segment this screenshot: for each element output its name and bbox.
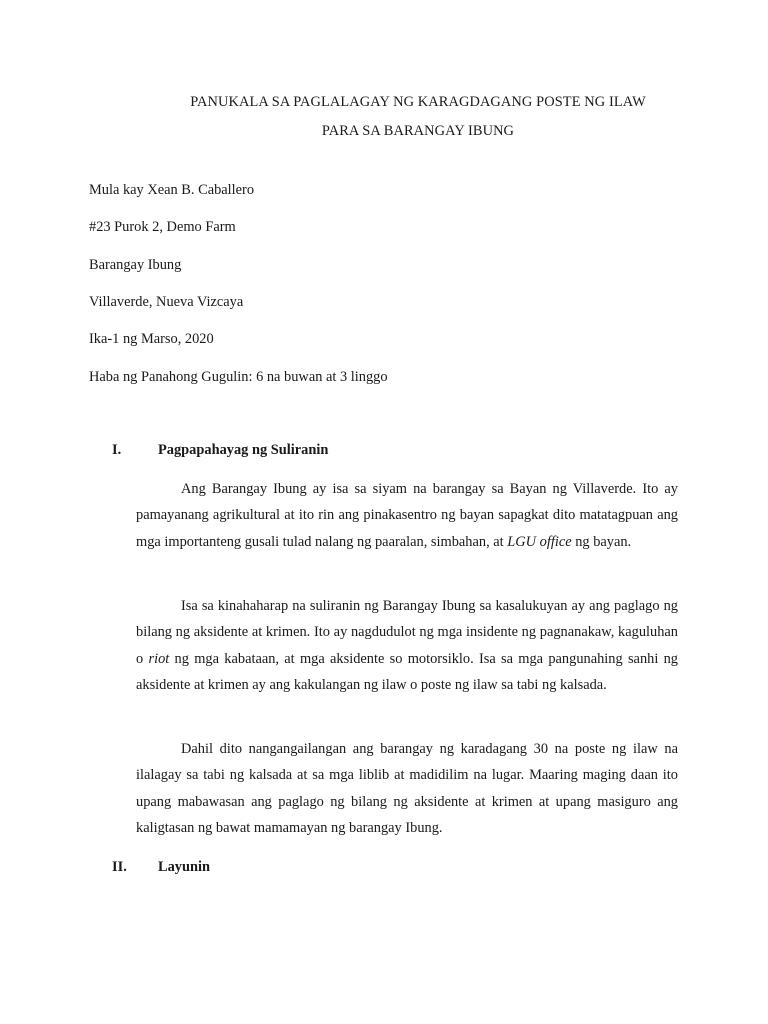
section-number: II.	[112, 859, 127, 875]
paragraph-3: Dahil dito nangangailangan ang barangay ng karadagang 30 na poste ng ilaw na ilalagay sa tabi ng kalsada at sa mga liblib at madidilim na lugar. Maaring maging daan ito upang mabawasan ang paglago ng bilang ng aksidente at krimen at upang masiguro ang kaligtasan ng bawat mamamayan ng barangay Ibung.	[136, 741, 678, 837]
paragraph-text: ng mga kabataan, at mga aksidente so motorsiklo. Isa sa mga pangunahing sanhi ng aksidente at krimen ay ang kakulangan ng ilaw o poste ng ilaw sa tabi ng kalsada.	[136, 650, 679, 694]
section-number: I.	[112, 442, 122, 458]
emphasis-text: riot	[148, 650, 170, 667]
address-line: #23 Purok 2, Demo Farm	[89, 219, 236, 235]
barangay-line: Barangay Ibung	[89, 257, 182, 273]
date-line: Ika-1 ng Marso, 2020	[89, 331, 214, 347]
paragraph-text: Isa sa kinahaharap na suliranin ng Barangay Ibung sa kasalukuyan ay ang paglago ng bilang ng aksidente at krimen. Ito ay nagdudulot ng mga insidente ng pagnanakaw, kaguluhan o	[136, 598, 678, 667]
paragraph-text: Ang Barangay Ibung ay isa sa siyam na barangay sa Bayan ng Villaverde. Ito ay pamayanang agrikultural at ito rin ang pinakasentro ng bayan sapagkat dito matatagpuan ang mga importanteng gusali tulad nalang ng paaralan, simbahan, at	[136, 481, 678, 550]
municipality-line: Villaverde, Nueva Vizcaya	[89, 294, 244, 310]
document-title-line-1: PANUKALA SA PAGLALAGAY NG KARAGDAGANG POSTE NG ILAW	[190, 94, 646, 110]
duration-line: Haba ng Panahong Gugulin: 6 na buwan at 3 linggo	[89, 369, 388, 385]
section-title: Pagpapahayag ng Suliranin	[158, 442, 329, 458]
section-title: Layunin	[158, 859, 210, 875]
document-title-line-2: PARA SA BARANGAY IBUNG	[321, 123, 515, 139]
section-heading-1	[112, 442, 328, 459]
paragraph-1	[136, 476, 678, 555]
paragraph-2	[136, 593, 678, 699]
section-heading-2	[112, 859, 210, 876]
author-line: Mula kay Xean B. Caballero	[89, 182, 255, 198]
paragraph-text: ng bayan.	[571, 533, 632, 550]
emphasis-text: LGU office	[507, 533, 572, 550]
